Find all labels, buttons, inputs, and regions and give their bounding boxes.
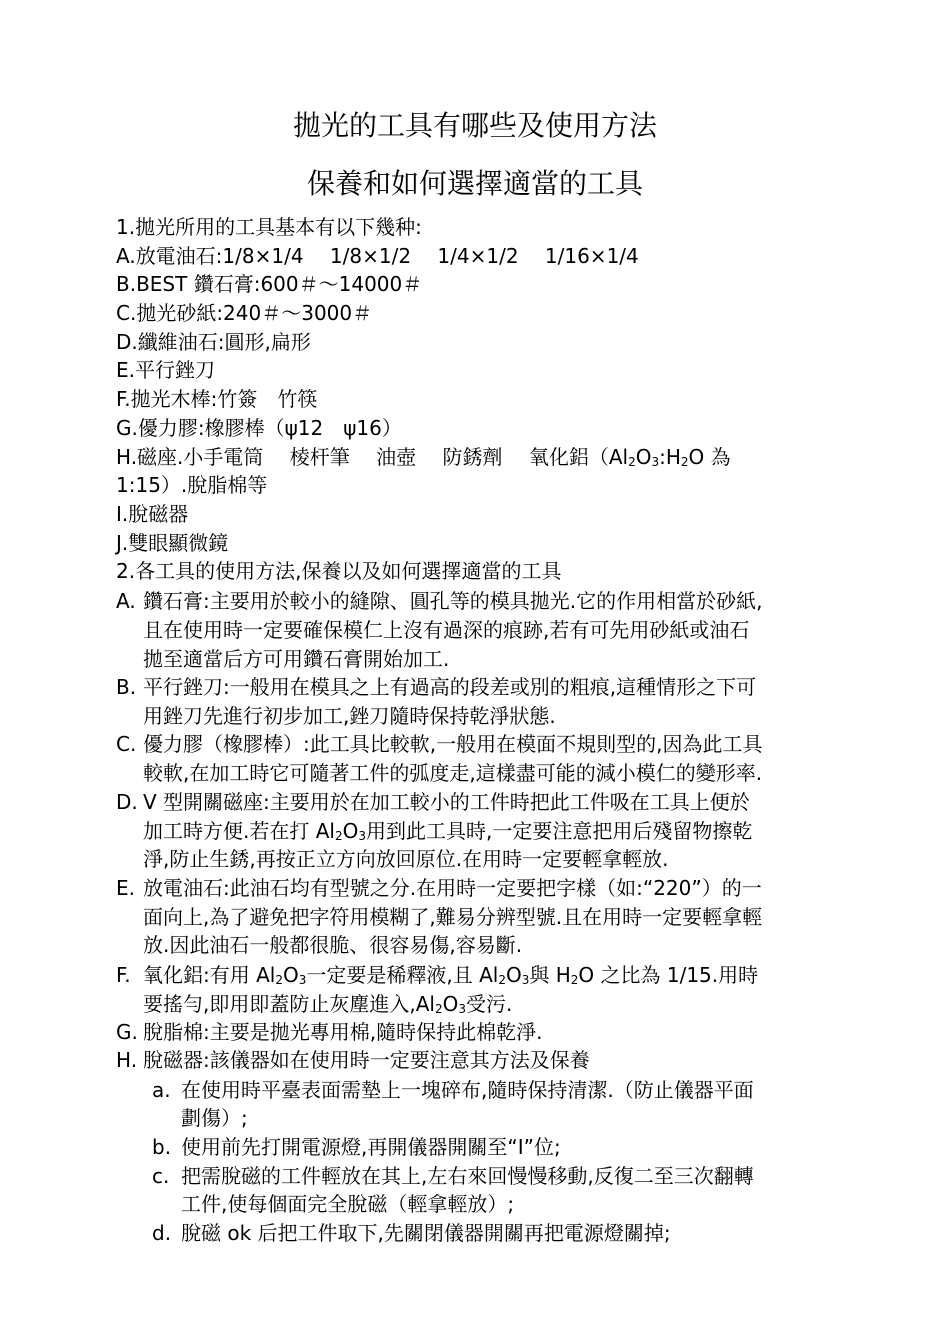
- document-subtitle: 保養和如何選擇適當的工具: [306, 167, 643, 200]
- sub-item-marker: b.: [152, 1135, 172, 1159]
- paragraph-line: V 型開關磁座:主要用於在加工較小的工件時把此工件吸在工具上便於: [143, 790, 750, 814]
- paragraph-line: 脫磁 ok 后把工件取下,先關閉儀器開關再把電源燈關掉;: [181, 1221, 671, 1245]
- section1-heading: 1.拋光所用的工具基本有以下幾种:: [116, 215, 422, 239]
- paragraph-line: 鑽石膏:主要用於較小的縫隙、圓孔等的模具拋光.它的作用相當於砂紙,: [143, 589, 763, 613]
- paragraph-line: 工件,使每個面完全脫磁（輕拿輕放）;: [181, 1192, 515, 1216]
- sub-item-marker: c.: [152, 1164, 170, 1188]
- paragraph-line: 要搖勻,即用即蓋防止灰塵進入$,Al_2O_3$受污.: [143, 992, 513, 1016]
- paragraph-line: 把需脫磁的工件輕放在其上,左右來回慢慢移動,反復二至三次翻轉: [181, 1164, 754, 1188]
- paragraph-line: 加工時方便.若在打 $Al_2O_3$用到此工具時,一定要注意把用后殘留物擦乾: [143, 819, 753, 843]
- item-marker: C.: [116, 732, 137, 756]
- paragraph-line: 面向上,為了避免把字符用模糊了,難易分辨型號.且在用時一定要輕拿輕: [143, 905, 763, 929]
- list-item: H.磁座.小手電筒 棱杆筆 油壺 防銹劑 氧化鋁（$Al_2O_3:H_2O$ 為: [116, 445, 731, 469]
- paragraph-line: 且在使用時一定要確保模仁上沒有過深的痕跡,若有可先用砂紙或油石: [143, 618, 750, 642]
- item-marker: G.: [116, 1020, 138, 1044]
- list-item: G.優力膠:橡膠棒（ψ12 ψ16）: [116, 416, 402, 440]
- paragraph-line: 淨,防止生銹,再按正立方向放回原位.在用時一定要輕拿輕放.: [143, 847, 669, 871]
- paragraph-line: 拋至適當后方可用鑽石膏開始加工.: [143, 647, 450, 671]
- item-marker: A.: [116, 589, 136, 613]
- paragraph-line: 平行銼刀:一般用在模具之上有過高的段差或別的粗痕,這種情形之下可: [143, 675, 757, 699]
- paragraph-line: 氧化鋁:有用 $Al_2O_3$一定要是稀釋液,且 $Al_2O_3$與 $H_2O$ 之比為 1/15.用時: [143, 963, 759, 987]
- item-marker: F.: [116, 963, 131, 987]
- item-marker: D.: [116, 790, 138, 814]
- paragraph-line: 用銼刀先進行初步加工,銼刀隨時保持乾淨狀態.: [143, 704, 556, 728]
- paragraph-line: 脫脂棉:主要是拋光專用棉,隨時保持此棉乾淨.: [143, 1020, 543, 1044]
- paragraph-line: 劃傷）;: [181, 1106, 248, 1130]
- paragraph-line: 優力膠（橡膠棒）:此工具比較軟,一般用在模面不規則型的,因為此工具: [143, 732, 763, 756]
- list-item: B.BEST 鑽石膏:600＃～14000＃: [116, 272, 423, 296]
- document-title: 拋光的工具有哪些及使用方法: [292, 109, 657, 142]
- item-marker: B.: [116, 675, 137, 699]
- section2-heading: 2.各工具的使用方法,保養以及如何選擇適當的工具: [116, 559, 562, 583]
- paragraph-line: 在使用時平臺表面需墊上一塊碎布,隨時保持清潔.（防止儀器平面: [181, 1078, 754, 1102]
- paragraph-line: 較軟,在加工時它可隨著工件的弧度走,這樣盡可能的減小模仁的變形率.: [143, 761, 763, 785]
- paragraph-line: 使用前先打開電源燈,再開儀器開關至“I”位;: [181, 1135, 561, 1159]
- sub-item-marker: d.: [152, 1221, 172, 1245]
- item-marker: H.: [116, 1048, 138, 1072]
- list-item: E.平行銼刀: [116, 358, 215, 382]
- list-item: I.脫磁器: [116, 502, 189, 526]
- list-item: D.纖維油石:圓形,扁形: [116, 330, 311, 354]
- paragraph-line: 放.因此油石一般都很脆、很容易傷,容易斷.: [143, 933, 523, 957]
- list-item-continuation: 1:15）.脫脂棉等: [116, 473, 268, 497]
- item-marker: E.: [116, 876, 135, 900]
- sub-item-marker: a.: [152, 1078, 171, 1102]
- list-item: C.拋光砂紙:240＃～3000＃: [116, 301, 373, 325]
- list-item: J.雙眼顯微鏡: [116, 531, 229, 555]
- paragraph-line: 脫磁器:該儀器如在使用時一定要注意其方法及保養: [143, 1048, 590, 1072]
- paragraph-line: 放電油石:此油石均有型號之分.在用時一定要把字樣（如:“220”）的一: [143, 876, 762, 900]
- list-item: F.拋光木棒:竹簽 竹筷: [116, 387, 318, 411]
- list-item: A.放電油石:1/8×1/4 1/8×1/2 1/4×1/2 1/16×1/4: [116, 244, 639, 268]
